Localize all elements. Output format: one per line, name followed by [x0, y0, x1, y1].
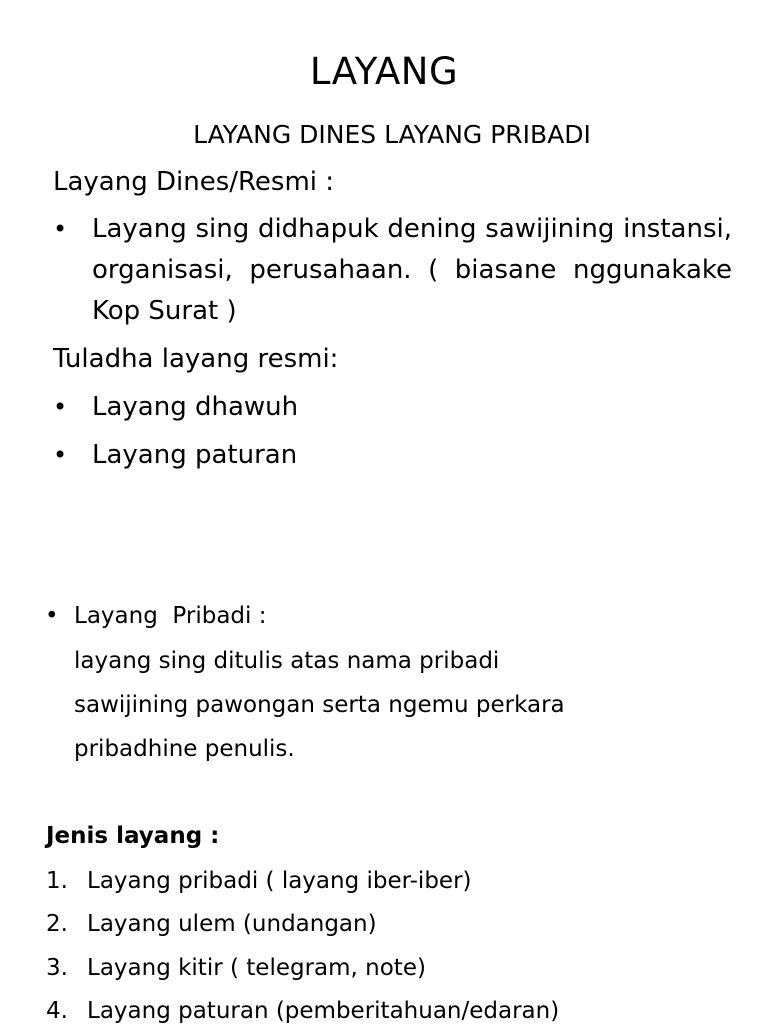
- pribadi-line: sawijining pawongan serta ngemu perkara: [74, 692, 565, 718]
- dines-definition: Layang sing didhapuk dening sawijining instansi, organisasi, perusahaan. ( biasane nggunakake Kop Surat ): [92, 214, 732, 326]
- list-item: Layang pribadi ( layang iber-iber): [87, 868, 472, 894]
- bullet-icon: •: [45, 603, 59, 629]
- pribadi-line: pribadhine penulis.: [74, 736, 295, 762]
- list-item: Layang paturan (pemberitahuan/edaran): [87, 998, 560, 1024]
- bullet-icon: •: [53, 393, 68, 421]
- bullet-icon: •: [53, 441, 68, 469]
- list-number: 4.: [46, 998, 68, 1024]
- dines-heading: Layang Dines/Resmi :: [53, 167, 335, 197]
- pribadi-line: layang sing ditulis atas nama pribadi: [74, 648, 500, 674]
- pribadi-label: Layang Pribadi :: [74, 603, 267, 629]
- list-number: 2.: [46, 911, 68, 937]
- page-subtitle: LAYANG DINES LAYANG PRIBADI: [193, 120, 591, 149]
- list-item: Layang ulem (undangan): [87, 911, 377, 937]
- example-item: Layang paturan: [92, 440, 298, 470]
- jenis-heading: Jenis layang :: [46, 823, 220, 849]
- list-item: Layang kitir ( telegram, note): [87, 955, 426, 981]
- example-item: Layang dhawuh: [92, 392, 299, 422]
- list-number: 3.: [46, 955, 68, 981]
- list-number: 1.: [46, 868, 68, 894]
- examples-heading: Tuladha layang resmi:: [53, 344, 339, 374]
- bullet-icon: •: [53, 215, 68, 243]
- page-title: LAYANG: [309, 50, 459, 93]
